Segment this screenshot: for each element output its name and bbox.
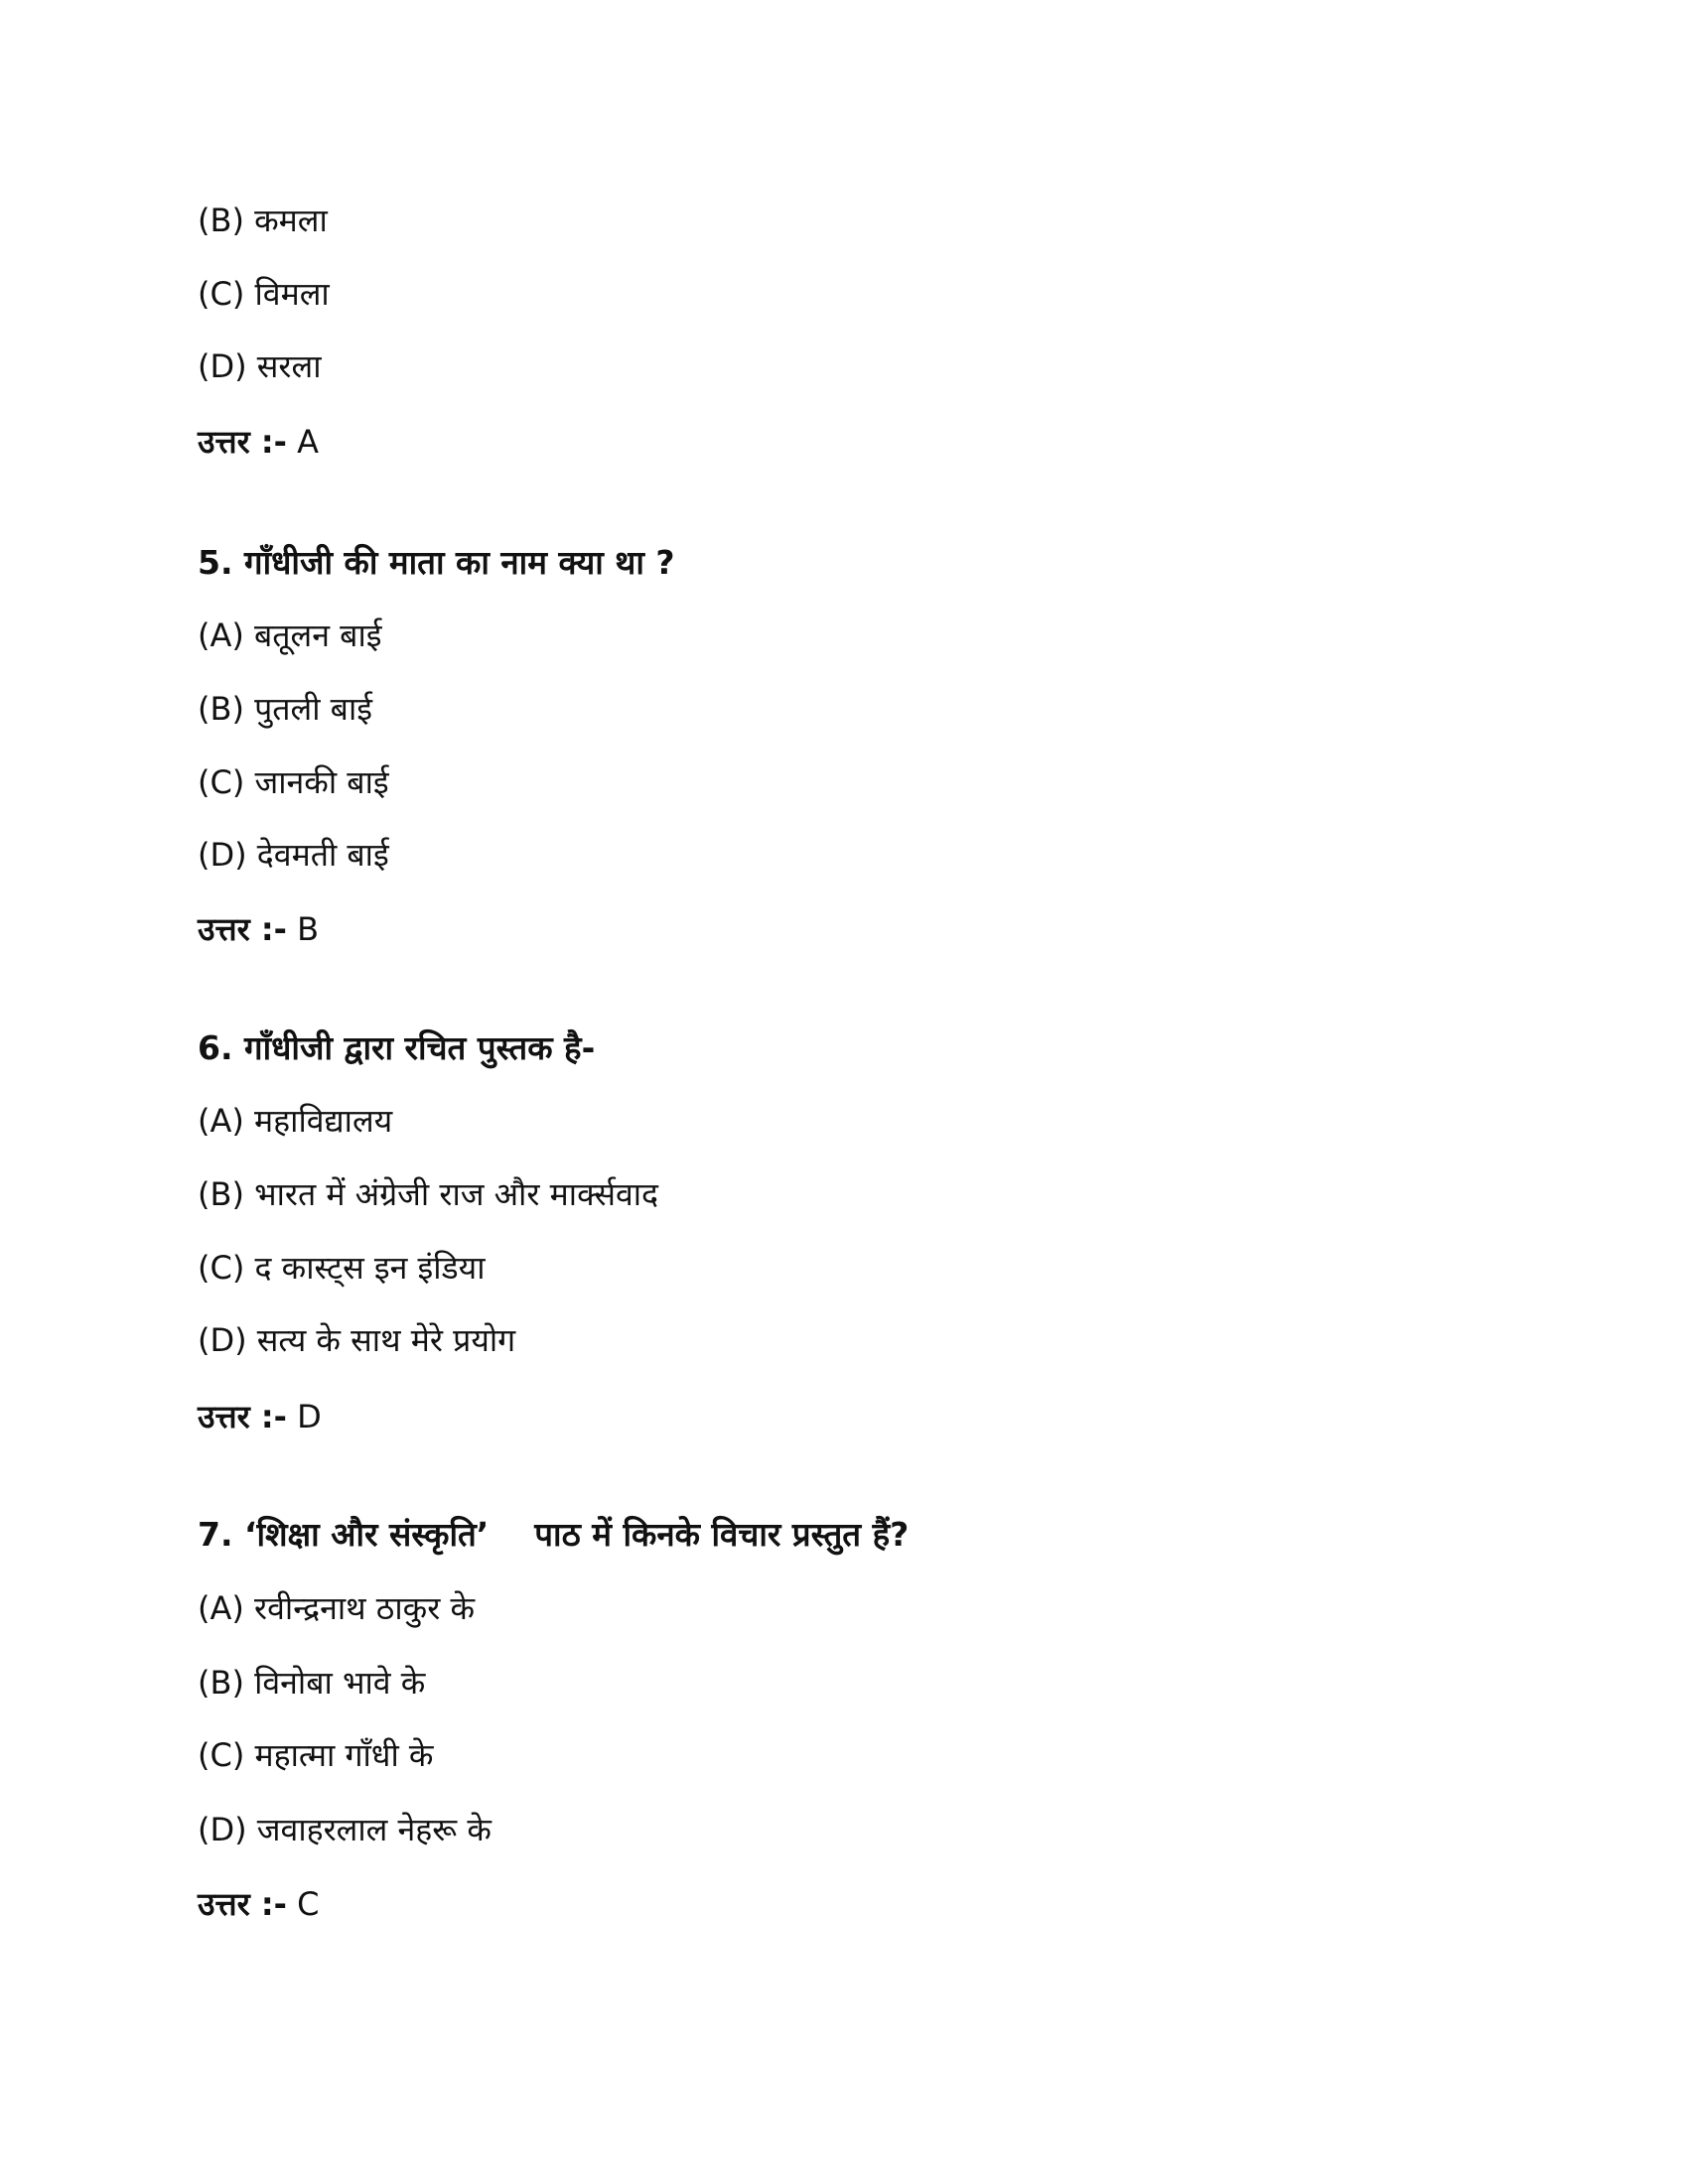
answer xyxy=(198,1395,322,1438)
answer-value: A xyxy=(297,423,320,461)
option-b: (B) विनोबा भावे के xyxy=(198,1664,426,1702)
answer xyxy=(198,907,319,951)
option-a: (A) बतूलन बाई xyxy=(198,616,382,654)
answer xyxy=(198,420,319,464)
answer-value: B xyxy=(297,910,320,948)
option-d: (D) जवाहरलाल नेहरू के xyxy=(198,1811,492,1848)
answer-value: D xyxy=(297,1398,322,1435)
option-b: (B) कमला xyxy=(198,202,328,239)
option-b: (B) भारत में अंग्रेजी राज और मार्क्सवाद xyxy=(198,1175,659,1213)
option-a: (A) रवीन्द्रनाथ ठाकुर के xyxy=(198,1589,476,1627)
answer-label: उत्तर :- xyxy=(198,1398,287,1435)
question-5: 5. गाँधीजी की माता का नाम क्या था ? xyxy=(198,543,675,582)
answer xyxy=(198,1882,319,1926)
answer-label: उत्तर :- xyxy=(198,423,287,461)
option-d: (D) सरला xyxy=(198,347,322,385)
question-6: 6. गाँधीजी द्वारा रचित पुस्तक है- xyxy=(198,1028,596,1067)
option-d: (D) देवमती बाई xyxy=(198,836,389,874)
answer-label: उत्तर :- xyxy=(198,1885,287,1923)
option-c: (C) विमला xyxy=(198,275,330,313)
option-d: (D) सत्य के साथ मेरे प्रयोग xyxy=(198,1321,516,1359)
option-a: (A) महाविद्यालय xyxy=(198,1102,393,1140)
answer-value: C xyxy=(297,1885,320,1923)
option-c: (C) जानकी बाई xyxy=(198,763,389,801)
option-b: (B) पुतली बाई xyxy=(198,690,372,728)
option-c: (C) द कास्ट्स इन इंडिया xyxy=(198,1249,486,1287)
answer-label: उत्तर :- xyxy=(198,910,287,948)
question-7: 7. ‘शिक्षा और संस्कृति’ पाठ में किनके विचार प्रस्तुत हैं? xyxy=(198,1515,910,1554)
option-c: (C) महात्मा गाँधी के xyxy=(198,1736,434,1774)
